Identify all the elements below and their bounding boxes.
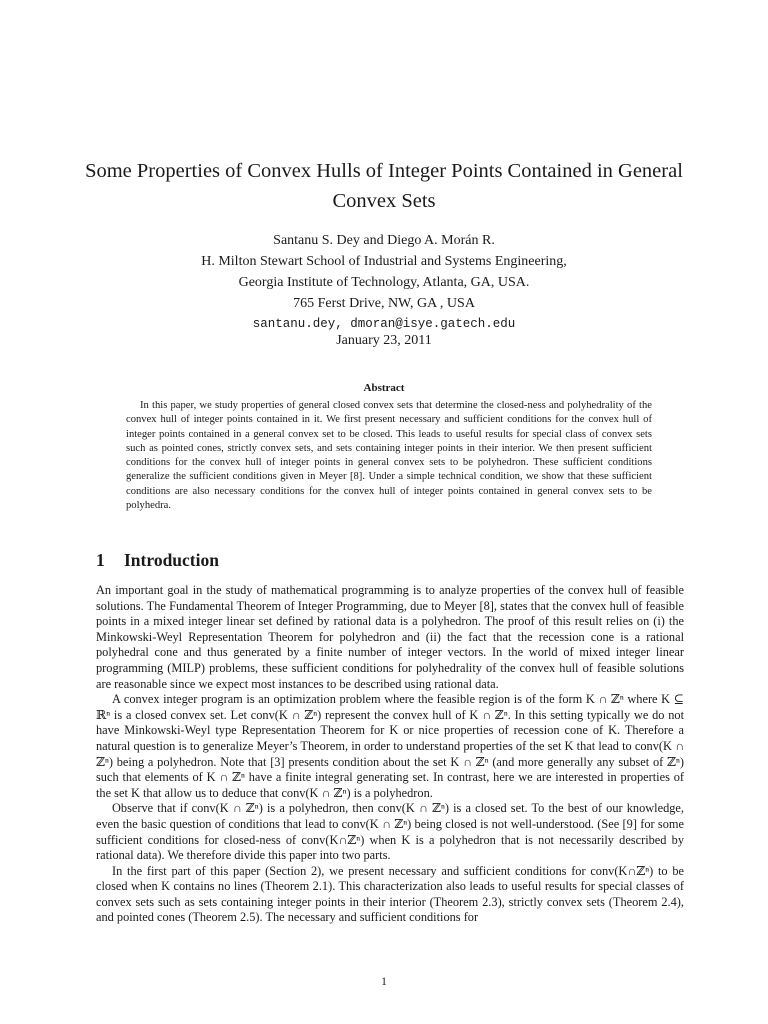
body-paragraph: Observe that if conv(K ∩ ℤⁿ) is a polyhedron, then conv(K ∩ ℤⁿ) is a closed set. To the best of our knowledge, even the basic question of conditions that lead to conv(K ∩ ℤⁿ) being closed is not well-understood. (See [9] for some sufficient conditions for closed-ness of conv(K∩ℤⁿ) when K is a polyhedron that is not necessarily described by rational data). We therefore divide this paper into two parts. — [96, 801, 684, 863]
page-number: 1 — [381, 976, 387, 988]
section-body — [96, 583, 684, 926]
author-names: Santanu S. Dey and Diego A. Morán R. — [273, 233, 495, 248]
paper-title: Some Properties of Convex Hulls of Integer Points Contained in General Convex Sets — [85, 160, 683, 212]
abstract-text: In this paper, we study properties of general closed convex sets that determine the closed-ness and polyhedrality of the convex hull of integer points contained in it. We first present necessary and sufficient conditions for the convex hull of integer points contained in a general convex set to be closed. This leads to useful results for special class of convex sets such as pointed cones, strictly convex sets, and sets containing integer points in their interior. We then present sufficient conditions for the convex hull of integer points in general convex sets to be polyhedron. These sufficient conditions generalize the sufficient conditions given in Meyer [8]. Under a simple technical condition, we show that these sufficient conditions are also necessary conditions for the convex hull of integer points contained in general convex sets to be polyhedra. — [126, 400, 652, 512]
section-number: 1 — [96, 550, 105, 570]
body-paragraph: An important goal in the study of mathematical programming is to analyze properties of the convex hull of feasible solutions. The Fundamental Theorem of Integer Programming, due to Meyer [8], states that the convex hull of feasible points in a mixed integer linear set defined by rational data is a polyhedron. The proof of this result relies on (i) the Minkowski-Weyl Representation Theorem for polyhedron and (ii) the fact that the recession cone is a rational polyhedral cone and thus generated by a finite number of integer vectors. In the world of mixed integer linear programming (MILP) problems, these sufficient conditions for polyhedrality of the convex hull of feasible solutions are reasonable since we expect most instances to be described using rational data. — [96, 583, 684, 691]
address-line: 765 Ferst Drive, NW, GA , USA — [293, 296, 475, 311]
affiliation-line-1: H. Milton Stewart School of Industrial and Systems Engineering, — [201, 254, 567, 269]
body-paragraph: In the first part of this paper (Section 2), we present necessary and sufficient conditions for conv(K∩ℤⁿ) to be closed when K contains no lines (Theorem 2.1). This characterization also leads to useful results for special classes of convex sets such as sets containing integer points in their interior (Theorem 2.3), strictly convex sets (Theorem 2.4), and pointed cones (Theorem 2.5). The necessary and sufficient conditions for — [96, 863, 684, 925]
author-block — [80, 230, 688, 335]
paper-date: January 23, 2011 — [336, 333, 432, 348]
body-paragraph: A convex integer program is an optimization problem where the feasible region is of the form K ∩ ℤⁿ where K ⊆ ℝⁿ is a closed convex set. Let conv(K ∩ ℤⁿ) represent the convex hull of K ∩ ℤⁿ. In this setting typically we do not have Minkowski-Weyl type Representation Theorem for K or nice properties of recession cone of K. Therefore a natural question is to generalize Meyer’s Theorem, in order to understand properties of the set K that lead to conv(K ∩ ℤⁿ) being a polyhedron. Note that [3] presents condition about the set K ∩ ℤⁿ (and more generally any subset of ℤⁿ) such that elements of K ∩ ℤⁿ have a finite integral generating set. In contrast, here we are interested in properties of the set K that allow us to deduce that conv(K ∩ ℤⁿ) is a polyhedron. — [96, 692, 684, 800]
section-title: Introduction — [124, 550, 219, 570]
section-heading — [96, 549, 219, 571]
author-emails: santanu.dey, dmoran@isye.gatech.edu — [252, 317, 516, 331]
affiliation-line-2: Georgia Institute of Technology, Atlanta, GA, USA. — [238, 275, 530, 290]
abstract-heading: Abstract — [363, 382, 405, 394]
